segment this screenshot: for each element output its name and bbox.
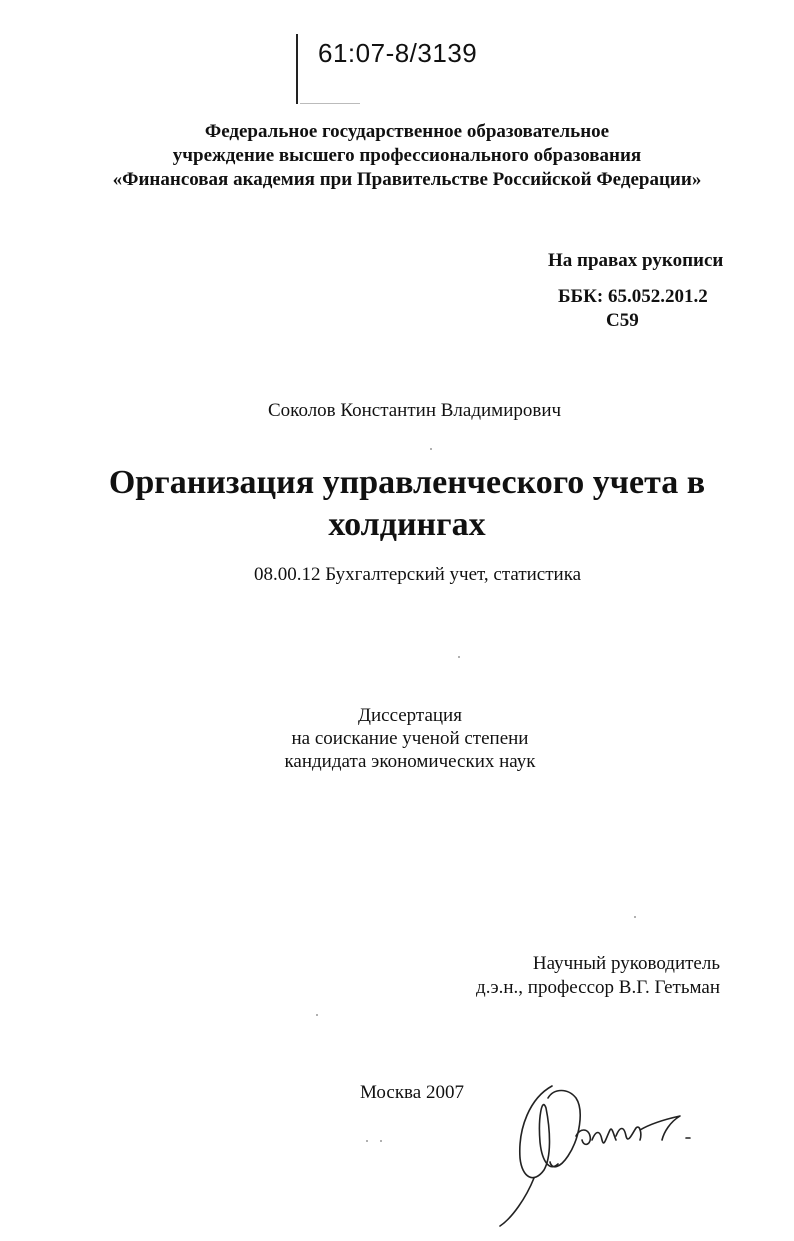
handwritten-signature xyxy=(490,1078,710,1228)
institution-line: «Финансовая академия при Правительстве Российской Федерации» xyxy=(112,169,702,190)
stamp-margin-line xyxy=(296,34,298,104)
registry-code: 61:07-8/3139 xyxy=(318,38,478,68)
scan-speck xyxy=(316,1014,318,1016)
degree-statement xyxy=(160,704,660,773)
institution-line: Федеральное государственное образовательное xyxy=(204,121,610,142)
city-year: Москва 2007 xyxy=(360,1082,464,1103)
supervisor-name: д.э.н., профессор В.Г. Гетьман xyxy=(476,977,720,998)
title-line: холдингах xyxy=(328,506,486,543)
stamp-underline xyxy=(300,103,360,104)
supervisor-label: Научный руководитель xyxy=(532,953,720,974)
author-name: Соколов Константин Владимирович xyxy=(268,400,562,421)
scan-speck xyxy=(366,1140,368,1142)
dissertation-title xyxy=(60,462,754,546)
bbk-author-code: С59 xyxy=(606,310,639,331)
degree-line: на соискание ученой степени xyxy=(291,728,529,749)
scan-speck xyxy=(634,916,636,918)
specialty-code: 08.00.12 Бухгалтерский учет, статистика xyxy=(254,564,582,585)
institution-line: учреждение высшего профессионального образования xyxy=(172,145,642,166)
supervisor-block xyxy=(450,952,720,1000)
scan-speck xyxy=(430,448,432,450)
scan-speck xyxy=(380,1140,382,1142)
manuscript-rights: На правах рукописи xyxy=(548,250,724,271)
bbk-classification: ББК: 65.052.201.2 xyxy=(558,286,708,307)
title-line: Организация управленческого учета в xyxy=(108,464,706,501)
institution-header xyxy=(60,120,754,192)
degree-line: кандидата экономических наук xyxy=(284,751,536,772)
scan-speck xyxy=(458,656,460,658)
degree-line: Диссертация xyxy=(358,705,462,726)
